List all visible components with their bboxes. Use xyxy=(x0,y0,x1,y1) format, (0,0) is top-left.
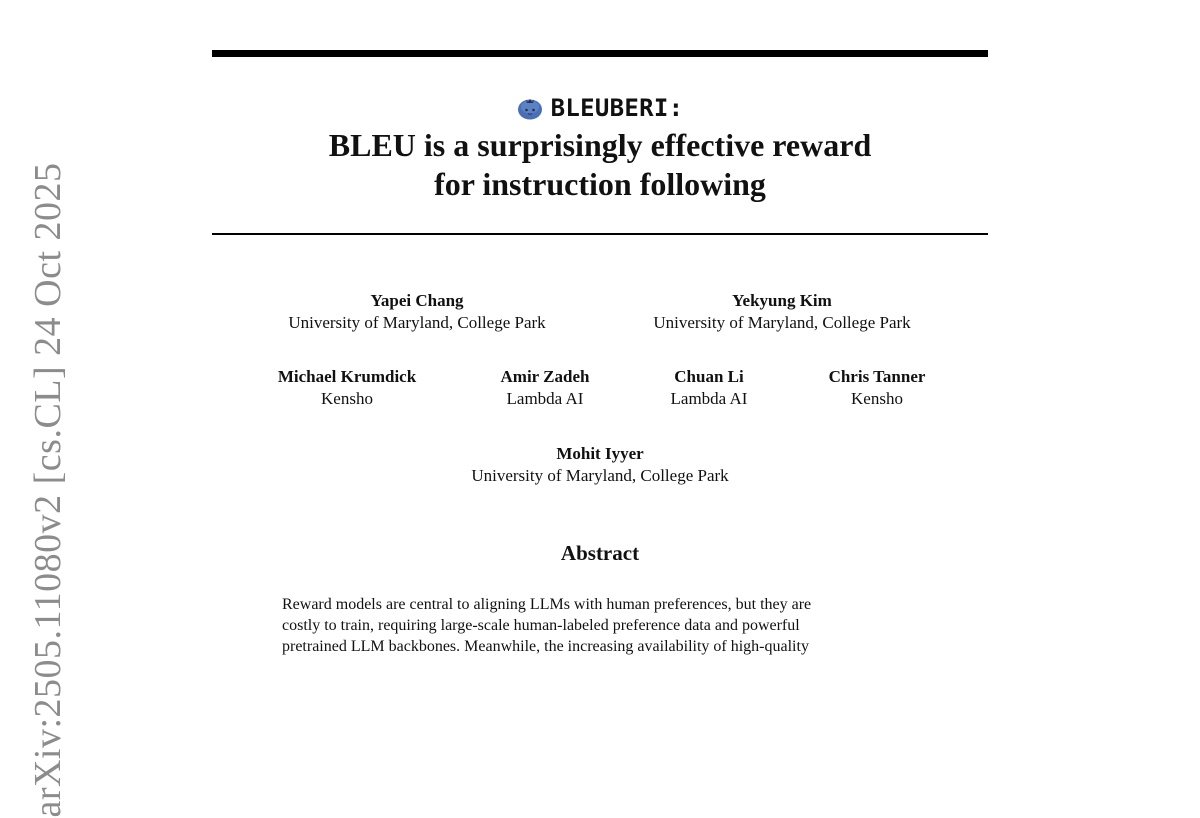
author-affiliation: Kensho xyxy=(851,389,903,408)
author-name: Michael Krumdick xyxy=(277,367,417,386)
author-affiliation: Lambda AI xyxy=(506,389,584,408)
author-block xyxy=(639,366,779,410)
author-name: Mohit Iyyer xyxy=(556,444,644,463)
author-block xyxy=(632,290,932,334)
abstract-line: costly to train, requiring large-scale human-labeled preference data and powerful xyxy=(282,617,800,634)
title-line-3: for instruction following xyxy=(434,166,766,202)
author-affiliation: University of Maryland, College Park xyxy=(653,313,911,332)
abstract-line: Reward models are central to aligning LLMs with human preferences, but they are xyxy=(282,596,812,613)
author-affiliation: University of Maryland, College Park xyxy=(288,313,546,332)
author-name: Chuan Li xyxy=(674,367,744,386)
author-block xyxy=(802,366,952,410)
title-line-2: BLEU is a surprisingly effective reward xyxy=(328,127,872,163)
author-name: Yekyung Kim xyxy=(732,291,832,310)
author-block xyxy=(450,443,750,487)
author-block xyxy=(257,366,437,410)
title-line-1 xyxy=(212,90,988,126)
title-acronym: BLEUBERI: xyxy=(550,94,684,122)
author-affiliation: Lambda AI xyxy=(670,389,748,408)
title-bottom-rule xyxy=(212,233,988,235)
author-affiliation: Kensho xyxy=(321,389,373,408)
title-top-rule xyxy=(212,50,988,57)
abstract-line: pretrained LLM backbones. Meanwhile, the increasing availability of high-quality xyxy=(282,638,809,655)
blueberry-icon xyxy=(517,96,543,120)
arxiv-side-stamp: arXiv:2505.11080v2 [cs.CL] 24 Oct 2025 xyxy=(27,162,69,818)
author-block xyxy=(475,366,615,410)
abstract-heading: Abstract xyxy=(560,541,640,565)
author-block xyxy=(267,290,567,334)
author-name: Chris Tanner xyxy=(828,367,926,386)
author-name: Amir Zadeh xyxy=(500,367,590,386)
author-affiliation: University of Maryland, College Park xyxy=(471,466,729,485)
author-name: Yapei Chang xyxy=(370,291,464,310)
paper-title xyxy=(212,90,988,204)
